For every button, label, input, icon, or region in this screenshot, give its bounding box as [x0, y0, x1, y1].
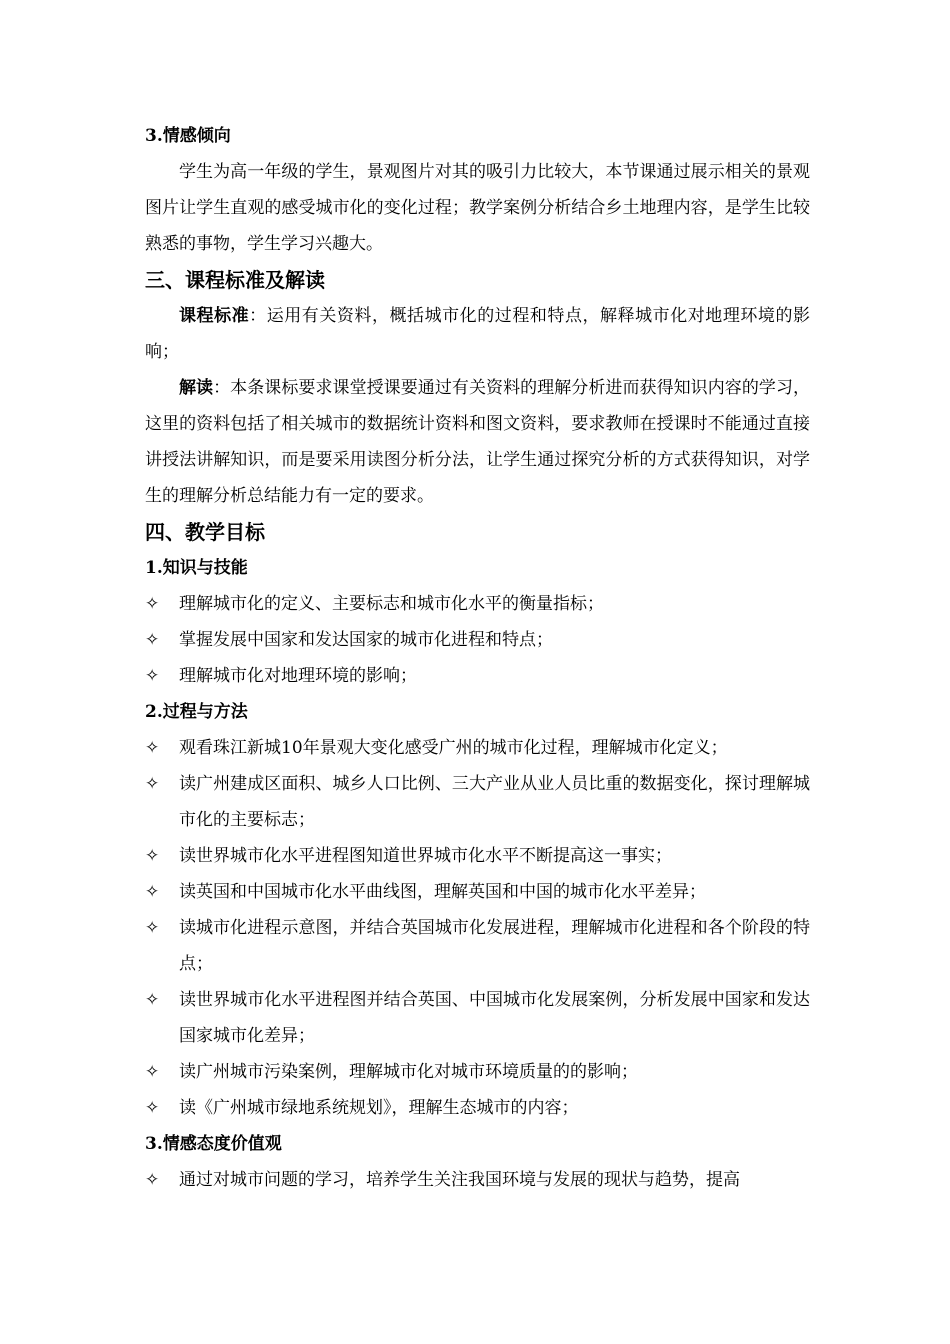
list-item	[145, 586, 810, 622]
list-item-text: 读世界城市化水平进程图并结合英国、中国城市化发展案例，分析发展中国家和发达国家城市化差异；	[179, 990, 810, 1046]
list-item	[145, 874, 810, 910]
document-page	[145, 118, 810, 1198]
section-heading-emotion: 3.情感倾向	[145, 126, 231, 146]
bullet-diamond-icon: ✧	[145, 738, 160, 758]
section-heading-standards: 三、课程标准及解读	[145, 268, 325, 292]
list-item	[145, 766, 810, 838]
paragraph-standard	[145, 298, 810, 370]
bullet-diamond-icon: ✧	[145, 1170, 160, 1190]
list-item-text: 理解城市化的定义、主要标志和城市化水平的衡量指标；	[179, 594, 604, 614]
list-item	[145, 622, 810, 658]
reading-label: 解读	[179, 378, 214, 398]
list-item	[145, 1090, 810, 1126]
bullet-diamond-icon: ✧	[145, 990, 160, 1010]
subheading-process: 2.过程与方法	[145, 702, 248, 722]
bullet-diamond-icon: ✧	[145, 1062, 160, 1082]
bullet-diamond-icon: ✧	[145, 594, 160, 614]
subheading-knowledge: 1.知识与技能	[145, 558, 248, 578]
bullet-diamond-icon: ✧	[145, 882, 160, 902]
bullet-diamond-icon: ✧	[145, 918, 160, 938]
bullet-diamond-icon: ✧	[145, 630, 160, 650]
list-item-text: 读英国和中国城市化水平曲线图，理解英国和中国的城市化水平差异；	[179, 882, 706, 902]
list-item-text: 读《广州城市绿地系统规划》，理解生态城市的内容；	[179, 1098, 579, 1118]
list-item	[145, 982, 810, 1054]
list-item	[145, 730, 810, 766]
list-item	[145, 658, 810, 694]
list-item-text: 通过对城市问题的学习，培养学生关注我国环境与发展的现状与趋势，提高	[179, 1170, 740, 1190]
list-item-text: 观看珠江新城10年景观大变化感受广州的城市化过程，理解城市化定义；	[179, 738, 728, 758]
paragraph-emotion: 学生为高一年级的学生，景观图片对其的吸引力比较大，本节课通过展示相关的景观图片让学生直观的感受城市化的变化过程；教学案例分析结合乡土地理内容，是学生比较熟悉的事物，学生学习兴趣大。	[145, 162, 810, 254]
list-item-text: 读世界城市化水平进程图知道世界城市化水平不断提高这一事实；	[179, 846, 672, 866]
bullet-diamond-icon: ✧	[145, 846, 160, 866]
reading-text: ：本条课标要求课堂授课要通过有关资料的理解分析进而获得知识内容的学习，这里的资料包括了相关城市的数据统计资料和图文资料，要求教师在授课时不能通过直接讲授法讲解知识，而是要采用读图分析分法，让学生通过探究分析的方式获得知识，对学生的理解分析总结能力有一定的要求。	[145, 378, 811, 506]
standard-label: 课程标准	[179, 306, 250, 326]
bullet-diamond-icon: ✧	[145, 666, 160, 686]
bullet-diamond-icon: ✧	[145, 1098, 160, 1118]
list-item	[145, 1162, 810, 1198]
list-item-text: 理解城市化对地理环境的影响；	[179, 666, 417, 686]
section-heading-goals: 四、教学目标	[145, 520, 265, 544]
list-item-text: 读城市化进程示意图，并结合英国城市化发展进程，理解城市化进程和各个阶段的特点；	[179, 918, 810, 974]
list-item-text: 掌握发展中国家和发达国家的城市化进程和特点；	[179, 630, 553, 650]
subheading-attitude: 3.情感态度价值观	[145, 1134, 282, 1154]
list-item-text: 读广州城市污染案例，理解城市化对城市环境质量的的影响；	[179, 1062, 638, 1082]
bullet-diamond-icon: ✧	[145, 774, 160, 794]
list-item-text: 读广州建成区面积、城乡人口比例、三大产业从业人员比重的数据变化，探讨理解城市化的主要标志；	[179, 774, 810, 830]
list-item	[145, 910, 810, 982]
list-item	[145, 838, 810, 874]
standard-text: ：运用有关资料，概括城市化的过程和特点，解释城市化对地理环境的影响；	[145, 306, 810, 362]
list-item	[145, 1054, 810, 1090]
paragraph-reading	[145, 370, 810, 514]
